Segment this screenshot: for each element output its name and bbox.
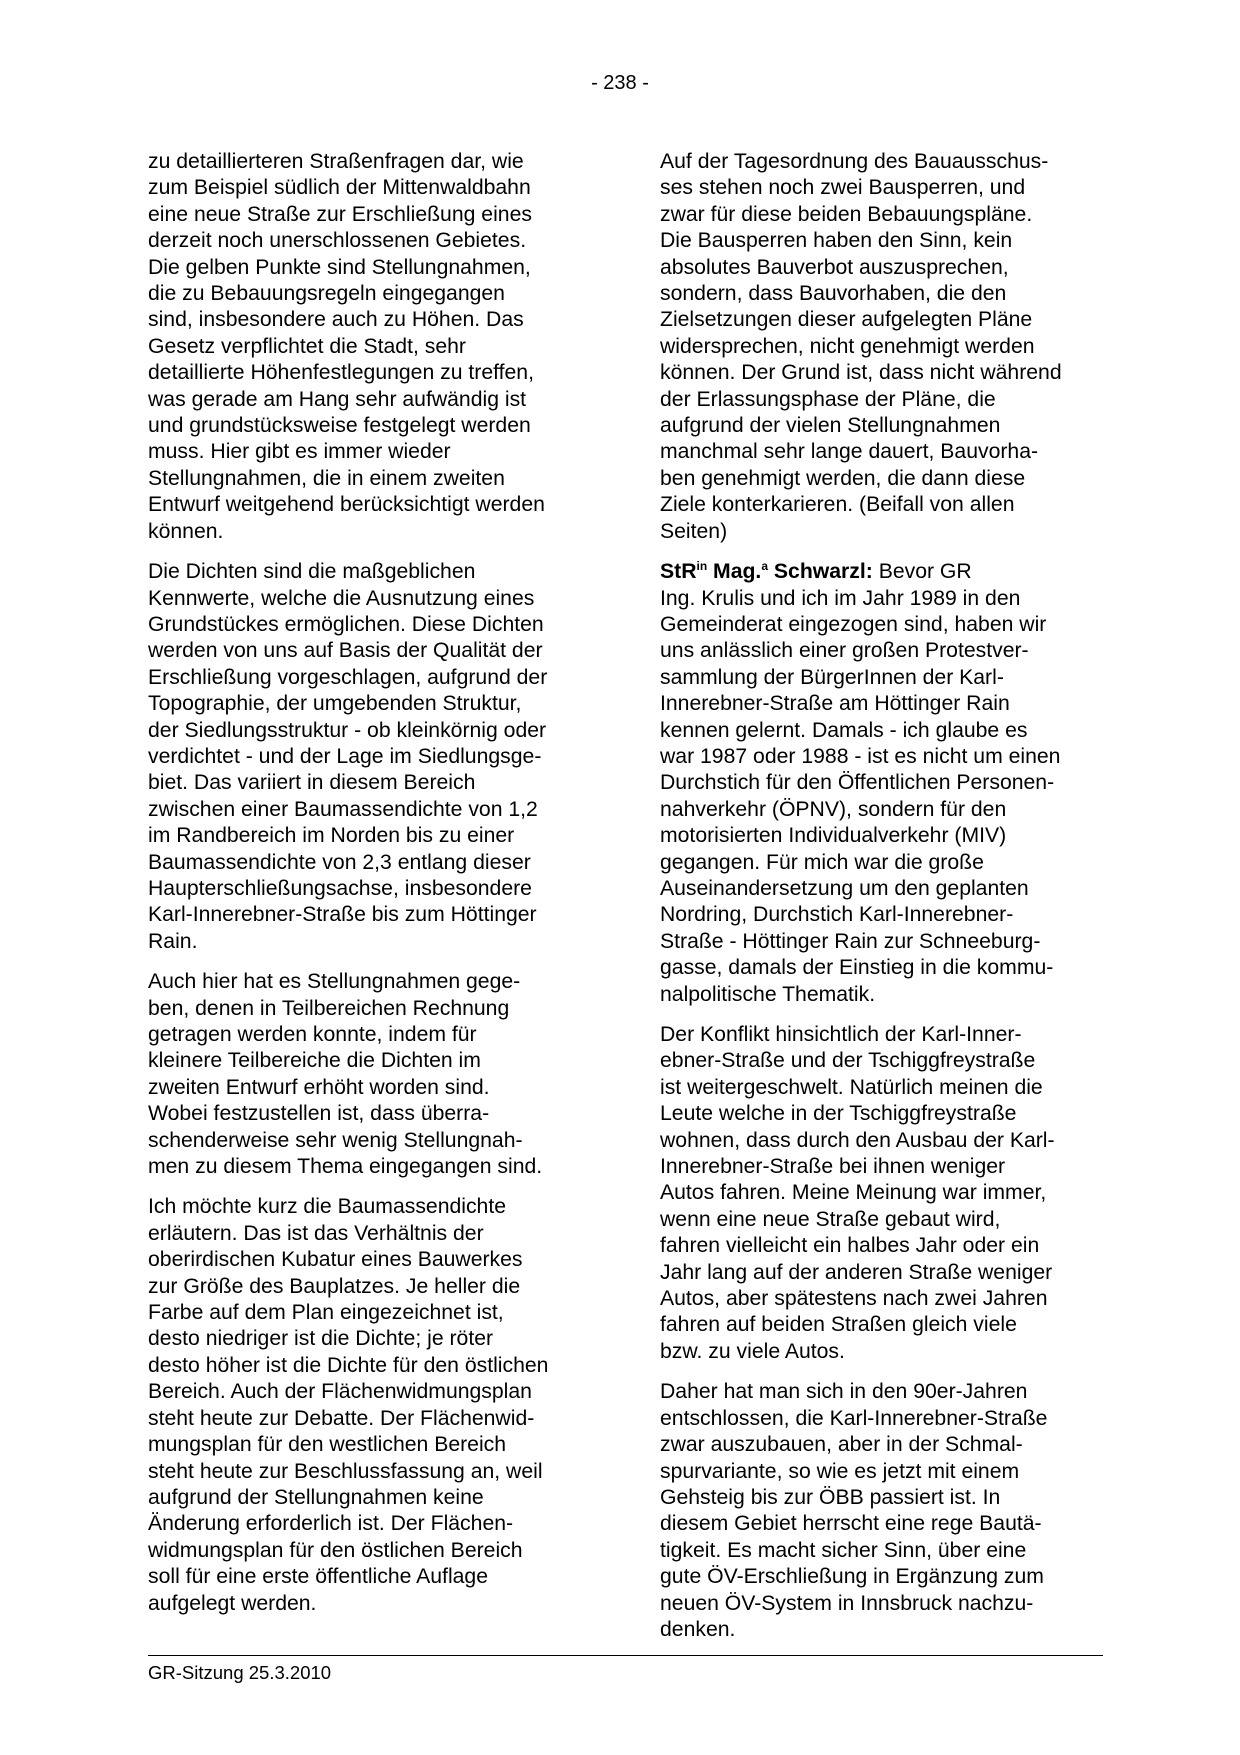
- speaker-name: [660, 560, 873, 583]
- paragraph: Ich möchte kurz die Baumassendichte erläutern. Das ist das Verhältnis der oberirdischen Kubatur eines Bauwerkes zur Größe des Bauplatzes. Je heller die Farbe auf dem Plan eingezeichnet ist, desto niedriger ist die Dichte; je röter desto höher ist die Dichte für den östlichen Bereich. Auch der Flächenwidmungsplan steht heute zur Debatte. Der Flächenwid- mungsplan für den westlichen Bereich steht heute zur Beschlussfassung an, weil aufgrund der Stellungnahmen keine Änderung erforderlich ist. Der Flächen- widmungsplan für den östlichen Bereich soll für eine erste öffentliche Auflage aufgelegt werden.: [148, 1195, 549, 1615]
- paragraph: Auch hier hat es Stellungnahmen gege- ben, denen in Teilbereichen Rechnung getragen werden konnte, indem für kleinere Teilbereiche die Dichten im zweiten Entwurf erhöht worden sind. Wobei festzustellen ist, dass überra- schenderweise sehr wenig Stellungnah- men zu diesem Thema eingegangen sind.: [148, 970, 543, 1179]
- paragraph: Die Dichten sind die maßgeblichen Kennwerte, welche die Ausnutzung eines Grundstückes ermöglichen. Diese Dichten werden von uns auf Basis der Qualität der Erschließung vorgeschlagen, aufgrund der Topographie, der umgebenden Struktur, der Siedlungsstruktur - ob kleinkörnig oder verdichtet - und der Lage im Siedlungsge- biet. Das variiert in diesem Bereich zwischen einer Baumassendichte von 1,2 im Randbereich im Norden bis zu einer Baumassendichte von 2,3 entlang dieser Haupterschließungsachse, insbesondere Karl-Innerebner-Straße bis zum Höttinger Rain.: [148, 560, 548, 953]
- page-number: - 238 -: [591, 72, 649, 94]
- left-column: [148, 149, 588, 1631]
- speaker-text: Bevor GR Ing. Krulis und ich im Jahr 1989 in den Gemeinderat eingezogen sind, haben wir uns anlässlich einer großen Protestver- sammlung der BürgerInnen der Karl- Innerebner-Straße am Höttinger Rain kennen gelernt. Damals - ich glaube es war 1987 oder 1988 - ist es nicht um einen Durchstich für den Öffentlichen Personen- nahverkehr (ÖPNV), sondern für den motorisierten Individualverkehr (MIV) gegangen. Für mich war die große Auseinandersetzung um den geplanten Nordring, Durchstich Karl-Innerebner- Straße - Höttinger Rain zur Schneeburg- gasse, damals der Einstieg in die kommu- nalpolitische Thematik.: [660, 560, 1061, 1006]
- paragraph: Auf der Tagesordnung des Bauausschus- ses stehen noch zwei Bausperren, und zwar für diese beiden Bebauungspläne. Die Bausperren haben den Sinn, kein absolutes Bauverbot auszusprechen, sondern, dass Bauvorhaben, die den Zielsetzungen dieser aufgelegten Pläne widersprechen, nicht genehmigt werden können. Der Grund ist, dass nicht während der Erlassungsphase der Pläne, die aufgrund der vielen Stellungnahmen manchmal sehr lange dauert, Bauvorha- ben genehmigt werden, die dann diese Ziele konterkarieren. (Beifall von allen Seiten): [660, 150, 1062, 543]
- speaker-paragraph: [660, 559, 1100, 1008]
- footer-text: GR-Sitzung 25.3.2010: [148, 1662, 332, 1683]
- speaker-surname: Schwarzl:: [768, 560, 873, 584]
- paragraph: Der Konflikt hinsichtlich der Karl-Inner- ebner-Straße und der Tschiggfreystraße ist weitergeschwelt. Natürlich meinen die Leute welche in der Tschiggfreystraße wohnen, dass durch den Ausbau der Karl- Innerebner-Straße bei ihnen weniger Autos fahren. Meine Meinung war immer, wenn eine neue Straße gebaut wird, fahren vielleicht ein halbes Jahr oder ein Jahr lang auf der anderen Straße weniger Autos, aber spätestens nach zwei Jahren fahren auf beiden Straßen gleich viele bzw. zu viele Autos.: [660, 1023, 1055, 1363]
- paragraph: zu detaillierteren Straßenfragen dar, wie zum Beispiel südlich der Mittenwaldbahn eine neue Straße zur Erschließung eines derzeit noch unerschlossenen Gebietes. Die gelben Punkte sind Stellungnahmen, die zu Bebauungsregeln eingegangen sind, insbesondere auch zu Höhen. Das Gesetz verpflichtet die Stadt, sehr detaillierte Höhenfestlegungen zu treffen, was gerade am Hang sehr aufwändig ist und grundstücksweise festgelegt werden muss. Hier gibt es immer wieder Stellungnahmen, die in einem zweiten Entwurf weitgehend berücksichtigt werden können.: [148, 150, 545, 543]
- paragraph: Daher hat man sich in den 90er-Jahren entschlossen, die Karl-Innerebner-Straße zwar auszubauen, aber in der Schmal- spurvariante, so wie es jetzt mit einem Gehsteig bis zur ÖBB passiert ist. In diesem Gebiet herrscht eine rege Bautä- tigkeit. Es macht sicher Sinn, über eine gute ÖV-Erschließung in Ergänzung zum neuen ÖV-System in Innsbruck nachzu- denken.: [660, 1380, 1048, 1641]
- footer-divider: [148, 1655, 1103, 1656]
- speaker-title-b-sup: a: [761, 559, 769, 574]
- right-column: [660, 149, 1100, 1657]
- speaker-title-b: Mag.: [707, 560, 762, 584]
- speaker-title-a-sup: in: [696, 559, 708, 574]
- speaker-title-a: StR: [660, 560, 697, 584]
